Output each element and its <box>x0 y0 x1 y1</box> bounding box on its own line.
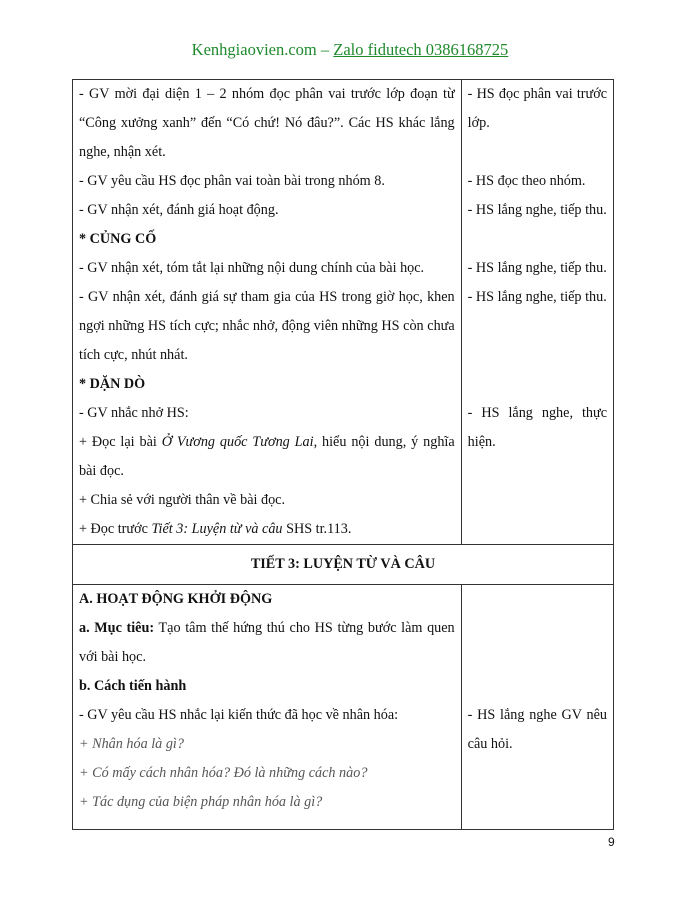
teacher-activity-cell <box>73 585 462 830</box>
spacer <box>468 614 607 643</box>
spacer <box>468 370 607 399</box>
text-run: + Đọc lại bài <box>79 434 162 450</box>
review-question: + Nhân hóa là gì? <box>79 736 184 752</box>
spacer <box>468 225 607 254</box>
student-step: - HS lắng nghe, tiếp thu. <box>467 202 607 218</box>
text-run: + Đọc trước <box>79 521 152 537</box>
spacer <box>468 138 607 167</box>
objective-label: a. Mục tiêu: <box>79 620 155 636</box>
text-run: SHS tr.113. <box>282 521 352 537</box>
teacher-step: + Chia sẻ với người thân về bài đọc. <box>79 492 286 508</box>
spacer <box>468 341 607 370</box>
section-title-row <box>73 545 614 585</box>
student-activity-cell <box>461 585 613 830</box>
objective <box>79 614 455 672</box>
teacher-activity-cell <box>73 80 462 545</box>
teacher-step: - GV nhận xét, tóm tắt lại những nội dung chính của bài học. <box>79 260 425 276</box>
page-header <box>0 40 700 60</box>
student-step: - HS lắng nghe, tiếp thu. <box>467 260 607 276</box>
teacher-step: - GV nhắc nhở HS: <box>79 405 189 421</box>
lesson-table <box>72 79 614 830</box>
student-step: - HS lắng nghe GV nêu câu hỏi. <box>467 707 607 752</box>
spacer <box>79 817 455 829</box>
student-activity-cell <box>461 80 613 545</box>
page-number: 9 <box>608 835 615 849</box>
section-heading-b: b. Cách tiến hành <box>79 678 187 694</box>
student-step: - HS lắng nghe, thực hiện. <box>467 405 607 450</box>
activity-row <box>73 80 614 545</box>
section-title: TIẾT 3: LUYỆN TỪ VÀ CÂU <box>73 545 614 585</box>
spacer <box>468 312 607 341</box>
teacher-step: - GV nhận xét, đánh giá hoạt động. <box>79 202 279 218</box>
teacher-step: - GV yêu cầu HS nhắc lại kiến thức đã học về nhân hóa: <box>79 707 399 723</box>
site-name: Kenhgiaovien.com <box>191 40 317 59</box>
review-question: + Tác dụng của biện pháp nhân hóa là gì? <box>79 794 323 810</box>
objective-text: Tạo tâm thế hứng thú cho HS từng bước làm quen với bài học. <box>79 620 455 665</box>
teacher-step: - GV yêu cầu HS đọc phân vai toàn bài trong nhóm 8. <box>79 173 385 189</box>
review-question: + Có mấy cách nhân hóa? Đó là những cách nào? <box>79 765 368 781</box>
header-separator: – <box>316 40 334 59</box>
teacher-step: - GV nhận xét, đánh giá sự tham gia của HS trong giờ học, khen ngợi những HS tích cực; nhắc nhở, động viên những HS còn chưa tích cực, nhút nhát. <box>79 289 455 363</box>
spacer <box>468 672 607 701</box>
text-run: , hiểu nội dung, ý nghĩa bài đọc. <box>79 434 455 479</box>
spacer <box>468 585 607 614</box>
activity-row <box>73 585 614 830</box>
section-heading-dando: * DẶN DÒ <box>79 376 146 392</box>
spacer <box>468 643 607 672</box>
section-heading-a: A. HOẠT ĐỘNG KHỞI ĐỘNG <box>79 591 273 607</box>
lesson-title-ref: Ở Vương quốc Tương Lai <box>161 434 314 450</box>
teacher-step <box>79 428 455 486</box>
student-step: - HS lắng nghe, tiếp thu. <box>467 289 607 305</box>
student-step: - HS đọc phân vai trước lớp. <box>467 86 607 131</box>
lesson-title-ref: Tiết 3: Luyện từ và câu <box>151 521 283 537</box>
teacher-step: - GV mời đại diện 1 – 2 nhóm đọc phân vai trước lớp đoạn từ “Công xưởng xanh” đến “Có chứ! Nó đâu?”. Các HS khác lắng nghe, nhận xét. <box>79 86 455 160</box>
student-step: - HS đọc theo nhóm. <box>467 173 586 189</box>
teacher-step <box>79 515 455 544</box>
section-heading-cungco: * CỦNG CỐ <box>79 231 157 247</box>
zalo-contact-link[interactable]: Zalo fidutech 0386168725 <box>333 40 509 59</box>
